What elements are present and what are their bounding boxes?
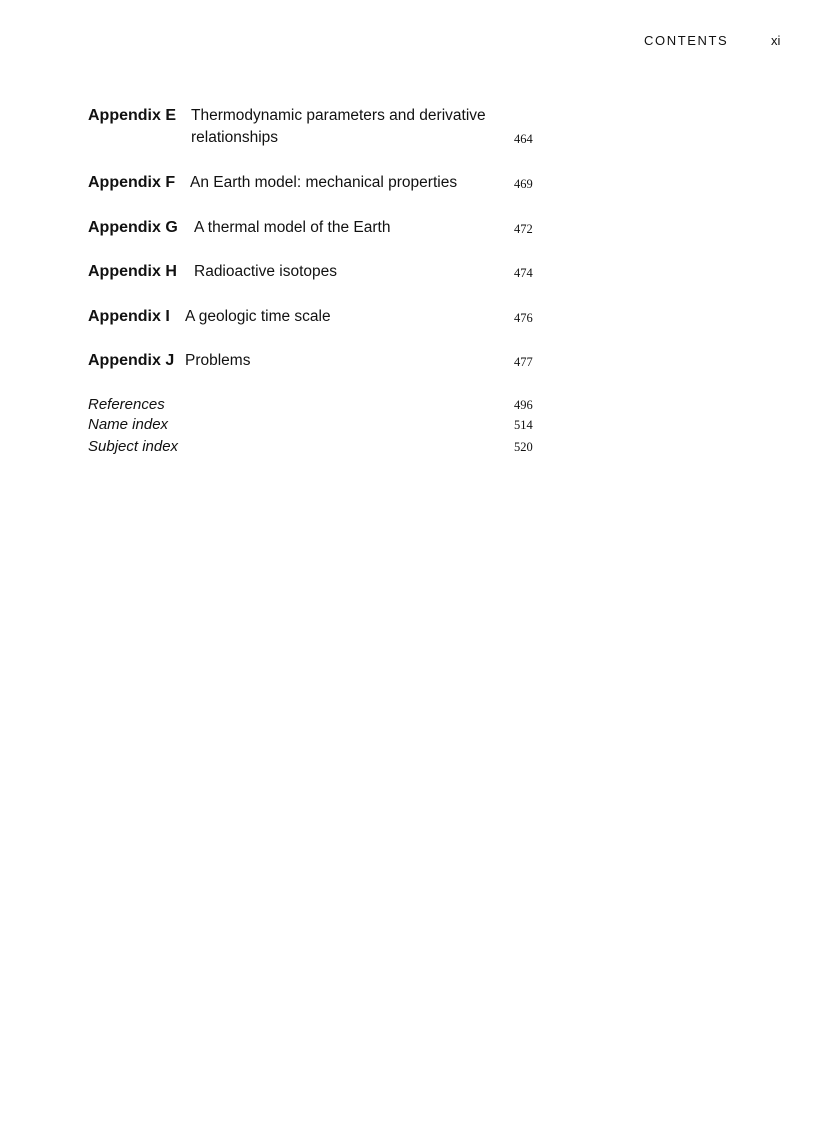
page-number: 520: [514, 440, 533, 454]
appendix-label: Appendix G: [88, 219, 178, 236]
page-number: 464: [514, 132, 533, 146]
back-matter-label: References: [88, 396, 165, 413]
appendix-label: Appendix E: [88, 107, 177, 124]
appendix-title: A thermal model of the Earth: [194, 219, 391, 236]
page-number: 476: [514, 311, 533, 325]
appendix-title-continued: relationships: [191, 129, 279, 146]
page-number: 472: [514, 222, 533, 236]
running-head-label: CONTENTS: [644, 33, 729, 48]
toc-entry-appendix-e[interactable]: [88, 105, 538, 149]
back-matter-label: Name index: [88, 416, 169, 433]
appendix-title: Radioactive isotopes: [194, 263, 338, 280]
toc-entry-name-index[interactable]: [88, 415, 538, 435]
toc-entry-appendix-j[interactable]: [88, 350, 538, 372]
appendix-title: Thermodynamic parameters and derivative: [191, 107, 486, 124]
page-number: 496: [514, 398, 533, 412]
page-number: 477: [514, 355, 533, 369]
appendix-title: An Earth model: mechanical properties: [190, 174, 458, 191]
back-matter-label: Subject index: [88, 438, 179, 455]
toc-entry-subject-index[interactable]: [88, 437, 538, 457]
toc-entry-references[interactable]: [88, 395, 538, 415]
page-number: 514: [514, 418, 533, 432]
page-number: 469: [514, 177, 533, 191]
page-number: 474: [514, 266, 533, 280]
toc-entry-appendix-g[interactable]: [88, 217, 538, 239]
appendix-label: Appendix F: [88, 174, 176, 191]
toc-entry-appendix-h[interactable]: [88, 261, 538, 283]
toc-entry-appendix-i[interactable]: [88, 306, 538, 328]
appendix-title: A geologic time scale: [185, 308, 331, 325]
appendix-label: Appendix J: [88, 352, 175, 369]
running-head: [0, 32, 816, 52]
running-head-page-number: xi: [771, 33, 781, 48]
toc-entry-appendix-f[interactable]: [88, 172, 538, 194]
appendix-label: Appendix I: [88, 308, 170, 325]
appendix-title: Problems: [185, 352, 251, 369]
appendix-label: Appendix H: [88, 263, 177, 280]
